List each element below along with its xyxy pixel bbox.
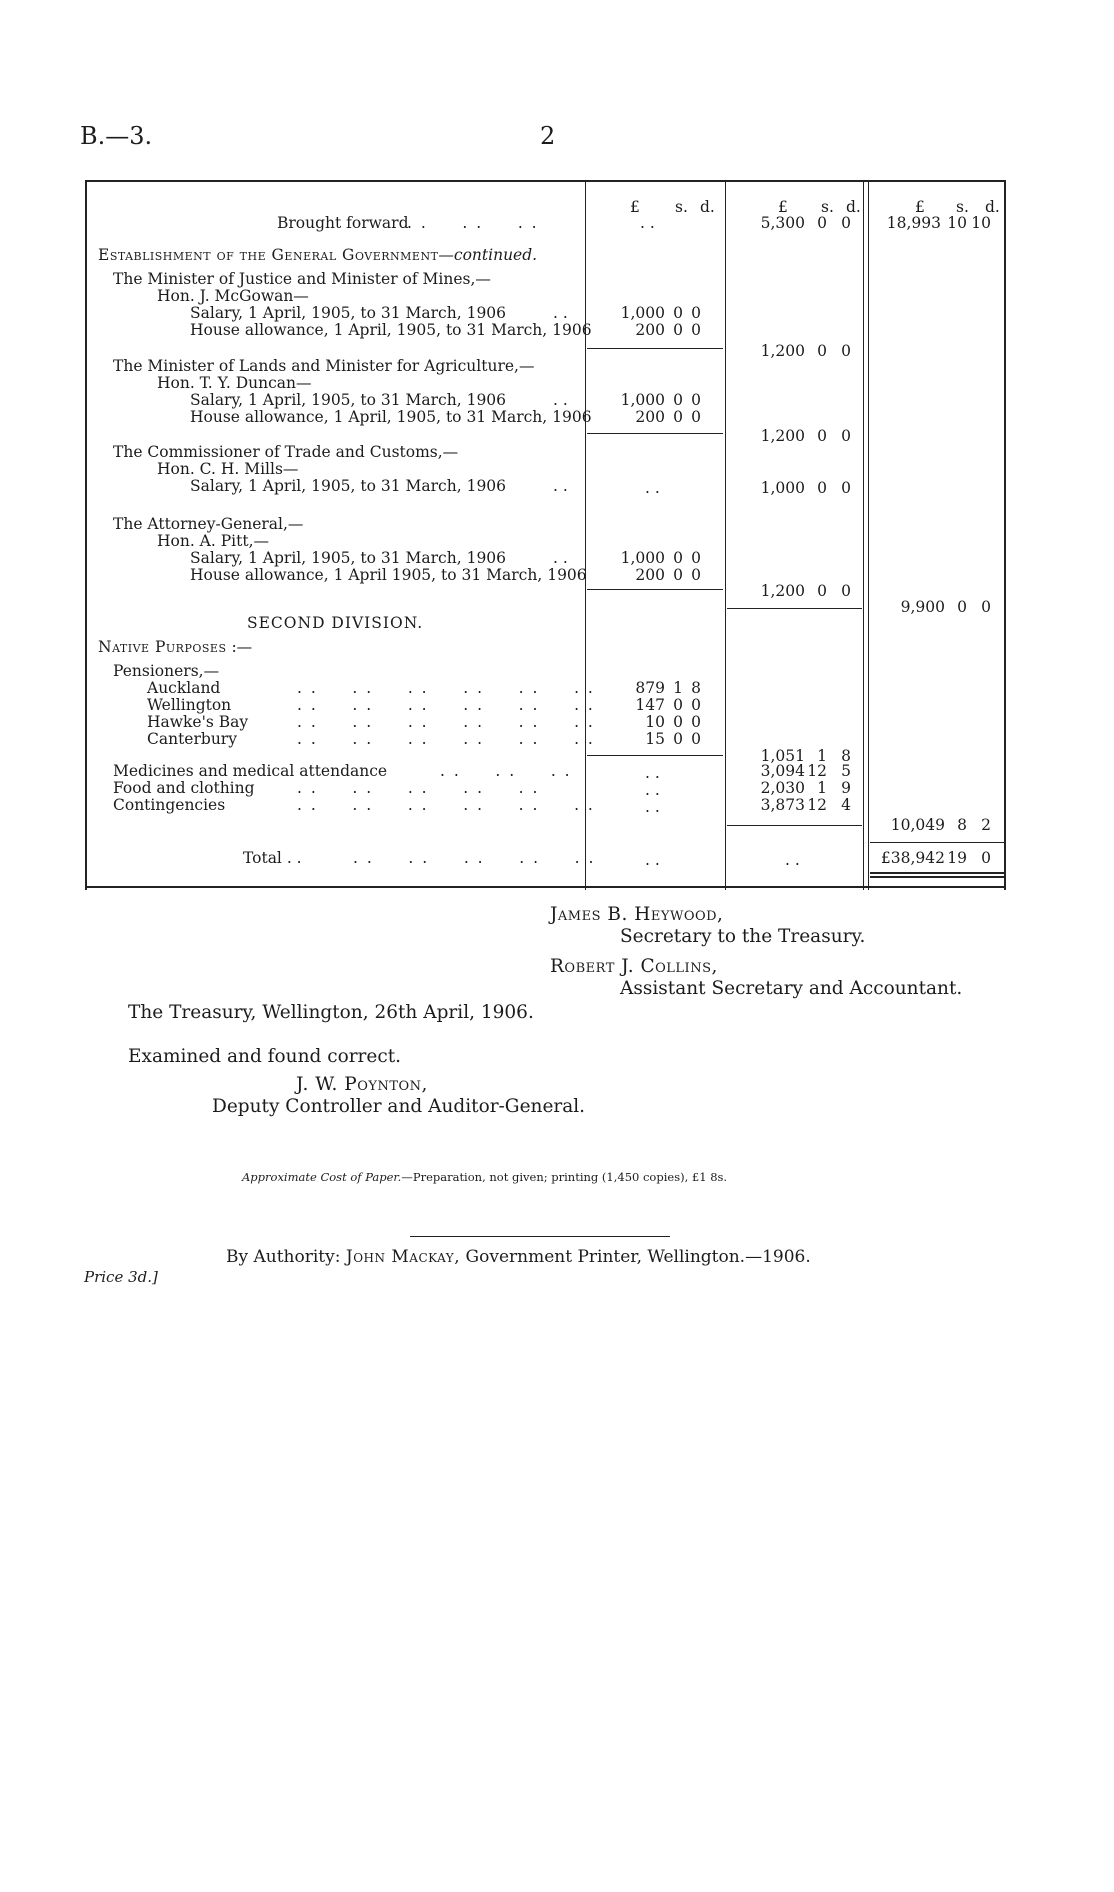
minister-2-salary-pounds: 1,000 — [620, 391, 665, 409]
minister-2-house-label: House allowance, 1 April, 1905, to 31 March, 1906 — [190, 408, 592, 426]
establishment-total-shillings: 0 — [957, 598, 967, 616]
pensioner-wellington-shillings: 0 — [673, 696, 683, 714]
medicines-pence: 5 — [841, 762, 851, 780]
minister-1-name: Hon. J. McGowan— — [157, 287, 309, 305]
pensioner-hawkes-bay-shillings: 0 — [673, 713, 683, 731]
grand-total-col2-dots: . . — [785, 851, 800, 869]
food-col1-dots: . . — [645, 781, 660, 799]
minister-3-subtotal-pence: 0 — [841, 479, 851, 497]
pensioner-wellington-pounds: 147 — [635, 696, 665, 714]
pensioner-auckland-name: Auckland — [147, 679, 221, 697]
pensioner-hawkes-bay-name: Hawke's Bay — [147, 713, 249, 731]
minister-2-salary-dots: . . — [553, 391, 568, 409]
table-left-rule — [85, 180, 87, 890]
auditor-name-text: J. W. Poynton, — [296, 1074, 428, 1095]
minister-1-subtotal-shillings: 0 — [817, 342, 827, 360]
col1-pence-header: d. — [700, 198, 715, 216]
minister-1-salary-pence: 0 — [691, 304, 701, 322]
minister-4-salary-shillings: 0 — [673, 549, 683, 567]
minister-3-name: Hon. C. H. Mills— — [157, 460, 299, 478]
minister-3-salary-dots: . . — [553, 477, 568, 495]
auditor-title: Deputy Controller and Auditor-General. — [212, 1096, 586, 1117]
second-division-total-pounds: 10,049 — [890, 816, 945, 834]
authority-line — [226, 1246, 811, 1268]
minister-2-house-pounds: 200 — [635, 408, 665, 426]
price-note: Price 3d.] — [84, 1268, 158, 1286]
pensioner-hawkes-bay-pounds: 10 — [645, 713, 665, 731]
column-divider-3 — [863, 180, 864, 890]
grand-total-rule-double-2 — [870, 876, 1004, 878]
pensioner-auckland-pence: 8 — [691, 679, 701, 697]
minister-2-subtotal-pence: 0 — [841, 427, 851, 445]
minister-3-subtotal-shillings: 0 — [817, 479, 827, 497]
signature-1-name-text: James B. Heywood, — [550, 904, 724, 925]
pensioner-canterbury-name: Canterbury — [147, 730, 237, 748]
minister-4-salary-pounds: 1,000 — [620, 549, 665, 567]
minister-2-salary-label: Salary, 1 April, 1905, to 31 March, 1906 — [190, 391, 507, 409]
brought-forward-col2-pounds: 5,300 — [760, 214, 805, 232]
pensioner-auckland-dots: . . . . . . . . . . . . — [297, 679, 595, 697]
cost-of-paper-text: —Preparation, not given; printing (1,450 copies), £1 8s. — [401, 1170, 728, 1184]
grand-total-shillings: 19 — [947, 849, 967, 867]
table-right-rule — [1004, 180, 1006, 890]
food-label: Food and clothing — [113, 779, 255, 797]
grand-total-rule-double-1 — [870, 872, 1004, 874]
minister-4-house-pence: 0 — [691, 566, 701, 584]
second-division-total-shillings: 8 — [957, 816, 967, 834]
medicines-pounds: 3,094 — [760, 762, 805, 780]
minister-1-salary-label: Salary, 1 April, 1905, to 31 March, 1906 — [190, 304, 507, 322]
signature-1-title: Secretary to the Treasury. — [620, 926, 866, 947]
brought-forward-col2-pence: 0 — [841, 214, 851, 232]
minister-1-sum-rule — [587, 348, 723, 349]
authority-prefix: By Authority: — [226, 1247, 341, 1267]
brought-forward-label: Brought forward — [277, 214, 409, 232]
pensioner-wellington-dots: . . . . . . . . . . . . — [297, 696, 595, 714]
minister-4-house-shillings: 0 — [673, 566, 683, 584]
pensioners-subtotal-shillings: 1 — [817, 747, 827, 765]
minister-1-subtotal-pounds: 1,200 — [760, 342, 805, 360]
signature-2-name — [550, 956, 718, 978]
pensioner-hawkes-bay-dots: . . . . . . . . . . . . — [297, 713, 595, 731]
minister-2-sum-rule — [587, 433, 723, 434]
minister-4-subtotal-pence: 0 — [841, 582, 851, 600]
second-division-heading: SECOND DIVISION. — [247, 614, 424, 632]
grand-total-pounds: £38,942 — [880, 849, 945, 867]
pensioners-subtotal-pounds: 1,051 — [760, 747, 805, 765]
minister-3-subtotal-pounds: 1,000 — [760, 479, 805, 497]
col3-pence-header: d. — [985, 198, 1000, 216]
minister-4-title: The Attorney-General,— — [113, 515, 304, 533]
establishment-heading-text: Establishment of the General Government — [98, 246, 439, 264]
minister-2-salary-shillings: 0 — [673, 391, 683, 409]
minister-1-house-label: House allowance, 1 April, 1905, to 31 March, 1906 — [190, 321, 592, 339]
grand-total-label: Total . . — [243, 849, 302, 867]
pensioner-wellington-pence: 0 — [691, 696, 701, 714]
minister-1-house-pounds: 200 — [635, 321, 665, 339]
medicines-shillings: 12 — [807, 762, 827, 780]
minister-3-col1-dots: . . — [645, 479, 660, 497]
col2-pence-header: d. — [846, 198, 861, 216]
grand-total-pence: 0 — [981, 849, 991, 867]
second-division-sum-rule — [727, 825, 862, 826]
minister-2-subtotal-pounds: 1,200 — [760, 427, 805, 445]
printer-name: John Mackay, — [345, 1247, 461, 1267]
page-number: 2 — [540, 122, 556, 150]
minister-2-house-shillings: 0 — [673, 408, 683, 426]
pensioner-wellington-name: Wellington — [147, 696, 232, 714]
minister-4-salary-dots: . . — [553, 549, 568, 567]
minister-3-salary-label: Salary, 1 April, 1905, to 31 March, 1906 — [190, 477, 507, 495]
contingencies-pence: 4 — [841, 796, 851, 814]
pensioners-subtotal-pence: 8 — [841, 747, 851, 765]
contingencies-dots: . . . . . . . . . . . . — [297, 796, 595, 814]
minister-4-name: Hon. A. Pitt,— — [157, 532, 270, 550]
second-division-total-pence: 2 — [981, 816, 991, 834]
page-reference: B.—3. — [80, 122, 153, 150]
minister-4-salary-label: Salary, 1 April, 1905, to 31 March, 1906 — [190, 549, 507, 567]
column-divider-1 — [585, 180, 586, 890]
col2-shillings-header: s. — [821, 198, 834, 216]
printer-details: Government Printer, Wellington.—1906. — [465, 1247, 811, 1267]
contingencies-shillings: 12 — [807, 796, 827, 814]
minister-2-house-pence: 0 — [691, 408, 701, 426]
cost-of-paper — [242, 1166, 727, 1188]
minister-1-house-pence: 0 — [691, 321, 701, 339]
signature-1-name — [550, 904, 723, 926]
minister-1-salary-pounds: 1,000 — [620, 304, 665, 322]
contingencies-label: Contingencies — [113, 796, 226, 814]
minister-1-salary-dots: . . — [553, 304, 568, 322]
examined-statement: Examined and found correct. — [128, 1046, 402, 1067]
auditor-name — [296, 1074, 428, 1096]
medicines-col1-dots: . . — [645, 764, 660, 782]
minister-4-salary-pence: 0 — [691, 549, 701, 567]
grand-total-dots: . . . . . . . . . . — [353, 849, 596, 867]
food-pounds: 2,030 — [760, 779, 805, 797]
establishment-heading — [98, 246, 537, 264]
pensioner-hawkes-bay-pence: 0 — [691, 713, 701, 731]
contingencies-col1-dots: . . — [645, 798, 660, 816]
pensioner-canterbury-shillings: 0 — [673, 730, 683, 748]
minister-2-name: Hon. T. Y. Duncan— — [157, 374, 312, 392]
minister-2-title: The Minister of Lands and Minister for Agriculture,— — [113, 357, 535, 375]
establishment-continued: —continued. — [438, 246, 538, 264]
grand-total-rule-top — [870, 842, 1004, 843]
medicines-label: Medicines and medical attendance — [113, 762, 388, 780]
column-divider-2 — [725, 180, 726, 890]
minister-3-title: The Commissioner of Trade and Customs,— — [113, 443, 459, 461]
pensioner-canterbury-dots: . . . . . . . . . . . . — [297, 730, 595, 748]
brought-forward-col1: . . — [640, 214, 655, 232]
pensioner-canterbury-pounds: 15 — [645, 730, 665, 748]
signature-2-title: Assistant Secretary and Accountant. — [620, 978, 963, 999]
minister-1-title: The Minister of Justice and Minister of Mines,— — [113, 270, 491, 288]
pensioners-label: Pensioners,— — [113, 662, 220, 680]
accounts-table — [85, 180, 1006, 890]
col1-pounds-header: £ — [630, 198, 640, 216]
brought-forward-col3-pounds: 18,993 — [886, 214, 941, 232]
brought-forward-col2-shillings: 0 — [817, 214, 827, 232]
establishment-total-pence: 0 — [981, 598, 991, 616]
cost-of-paper-label: Approximate Cost of Paper. — [242, 1170, 402, 1184]
native-purposes-label: Native Purposes — [98, 638, 227, 656]
food-pence: 9 — [841, 779, 851, 797]
grand-total-col1-dots: . . — [645, 851, 660, 869]
signature-2-name-text: Robert J. Collins, — [550, 956, 718, 977]
native-purposes-suffix: :— — [231, 638, 253, 656]
brought-forward-dots: . . . . . . — [407, 214, 539, 232]
pensioners-sum-rule — [587, 755, 723, 756]
establishment-total-pounds: 9,900 — [900, 598, 945, 616]
minister-1-house-shillings: 0 — [673, 321, 683, 339]
native-purposes-heading — [98, 638, 252, 656]
minister-4-house-label: House allowance, 1 April 1905, to 31 March, 1906 — [190, 566, 587, 584]
minister-1-salary-shillings: 0 — [673, 304, 683, 322]
footer-rule — [410, 1236, 670, 1237]
col2-pounds-header: £ — [778, 198, 788, 216]
column-divider-3b — [868, 180, 869, 890]
col3-pounds-header: £ — [915, 198, 925, 216]
minister-4-house-pounds: 200 — [635, 566, 665, 584]
minister-1-subtotal-pence: 0 — [841, 342, 851, 360]
col3-shillings-header: s. — [956, 198, 969, 216]
minister-4-subtotal-pounds: 1,200 — [760, 582, 805, 600]
minister-4-subtotal-shillings: 0 — [817, 582, 827, 600]
establishment-sum-rule — [727, 608, 862, 609]
contingencies-pounds: 3,873 — [760, 796, 805, 814]
place-date: The Treasury, Wellington, 26th April, 1906. — [128, 1002, 534, 1023]
food-dots: . . . . . . . . . . — [297, 779, 540, 797]
food-shillings: 1 — [817, 779, 827, 797]
minister-2-subtotal-shillings: 0 — [817, 427, 827, 445]
brought-forward-col3-pence: 10 — [971, 214, 991, 232]
brought-forward-col3-shillings: 10 — [947, 214, 967, 232]
col1-shillings-header: s. — [675, 198, 688, 216]
pensioner-auckland-shillings: 1 — [673, 679, 683, 697]
minister-4-sum-rule — [587, 589, 723, 590]
pensioner-canterbury-pence: 0 — [691, 730, 701, 748]
medicines-dots: . . . . . . — [440, 762, 572, 780]
pensioner-auckland-pounds: 879 — [635, 679, 665, 697]
minister-2-salary-pence: 0 — [691, 391, 701, 409]
